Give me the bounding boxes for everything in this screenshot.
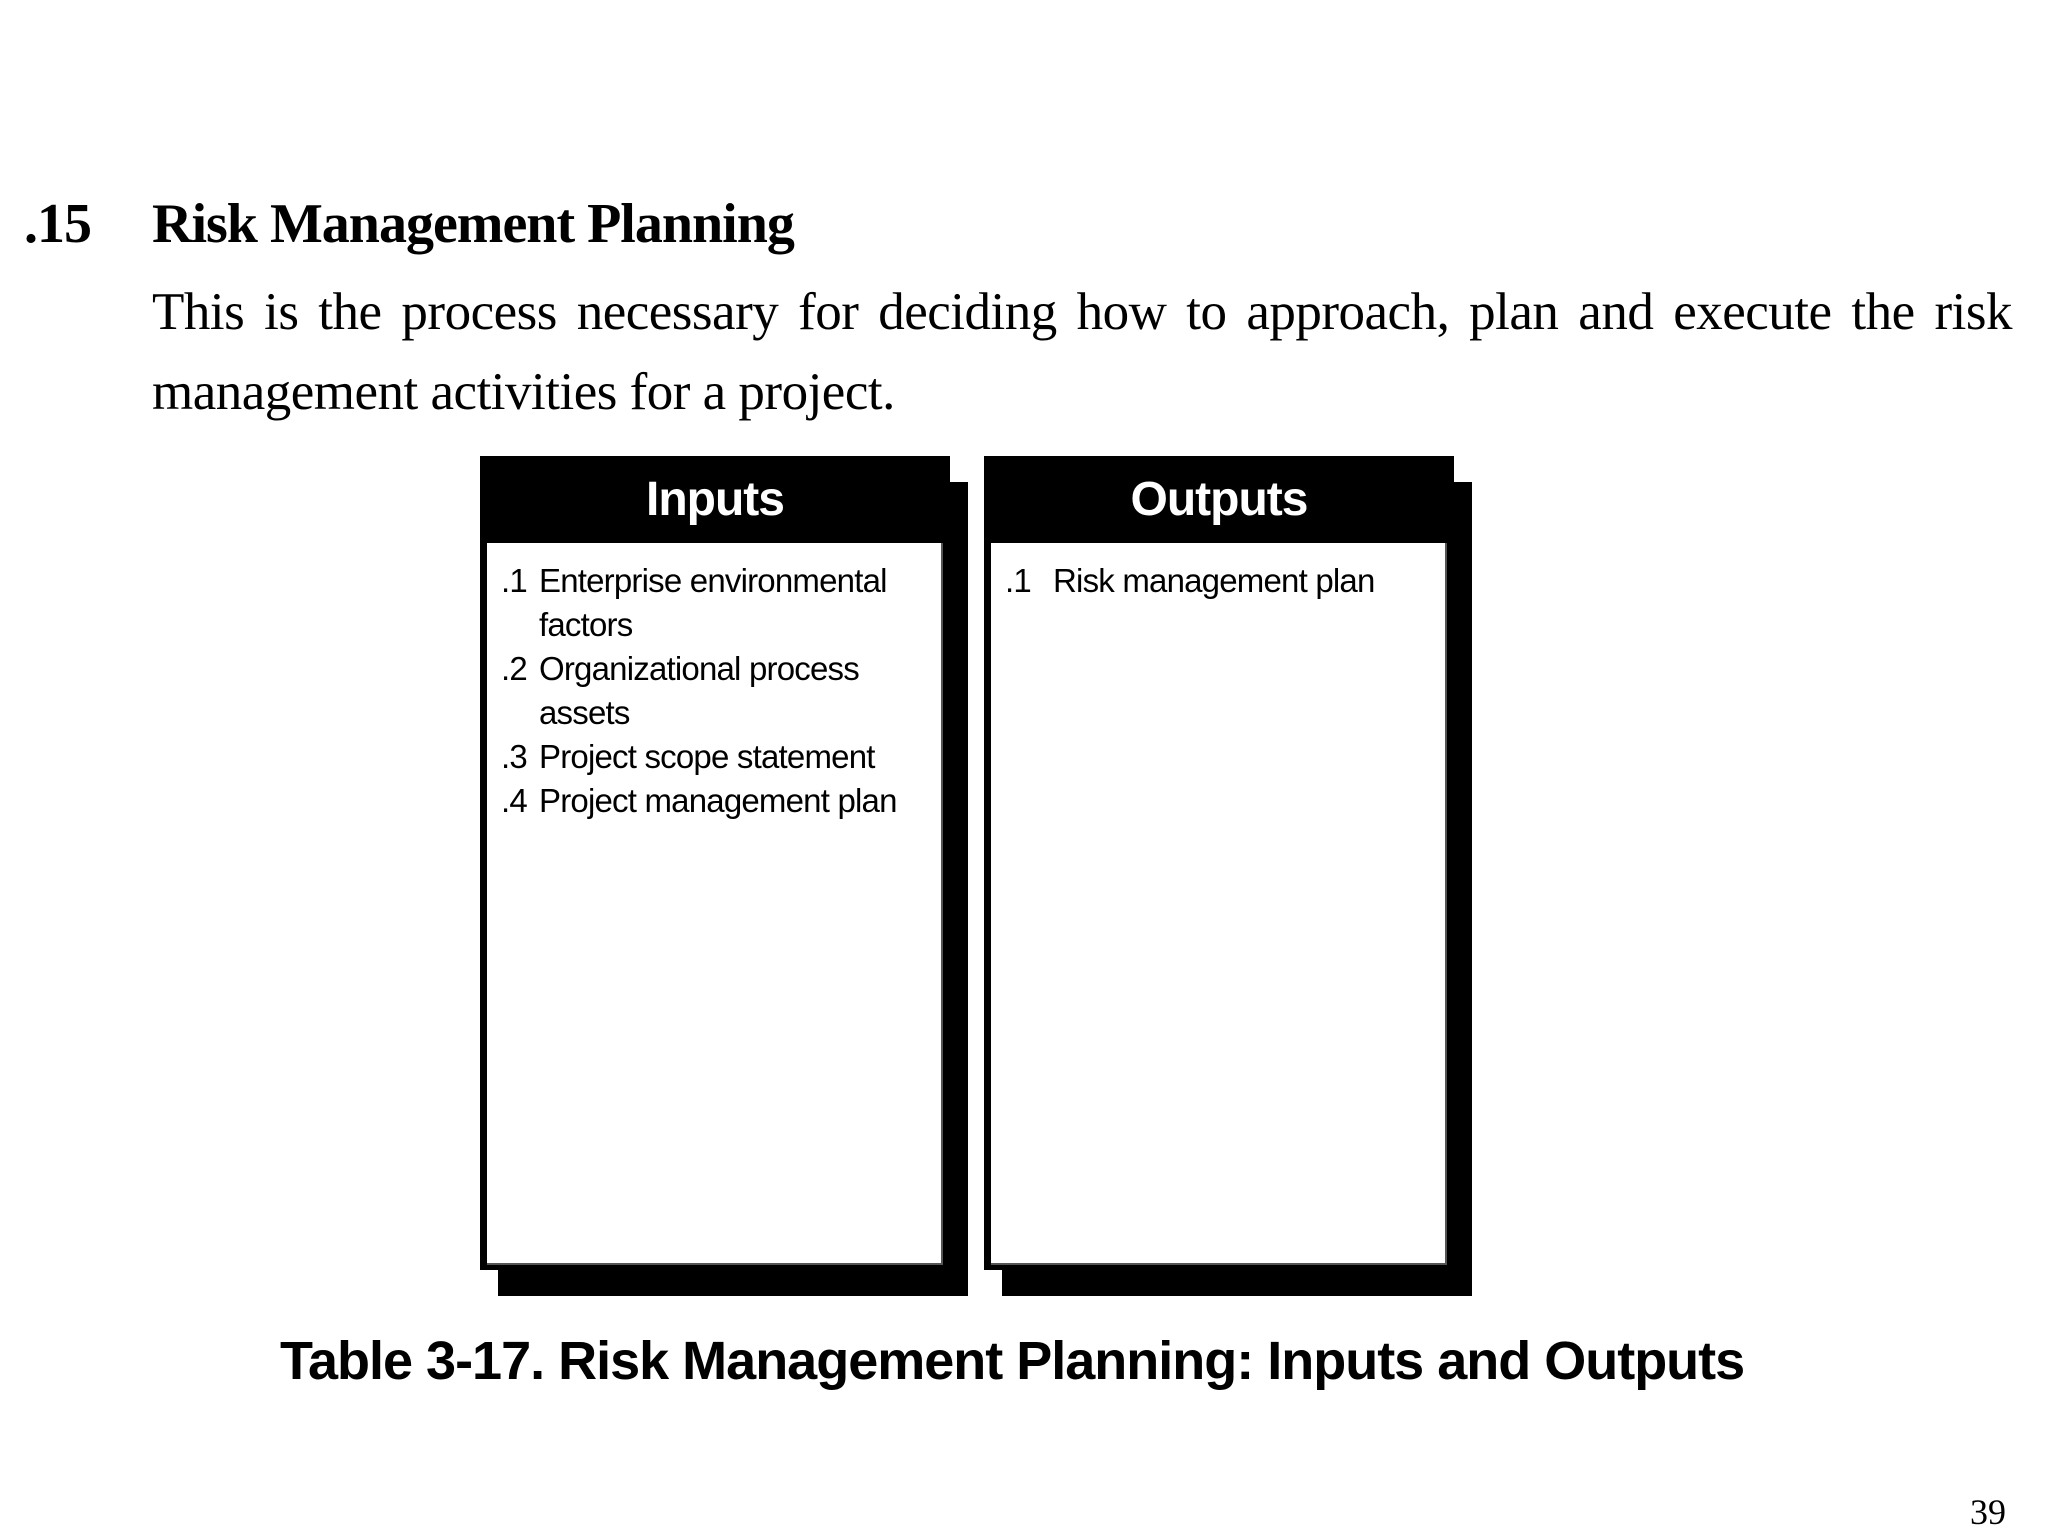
item-text: Project management plan — [539, 782, 897, 819]
outputs-box — [984, 456, 1454, 1270]
item-number: .1 — [501, 562, 527, 599]
list-item — [1005, 559, 1435, 603]
list-item — [501, 647, 931, 735]
outputs-list — [1005, 559, 1435, 603]
item-number: .1 — [1005, 562, 1031, 599]
section-description: This is the process necessary for deciding how to approach, plan and execute the risk management activities for a project. — [152, 283, 2012, 421]
outputs-box-frame — [984, 456, 1454, 1270]
item-text: Enterprise environmental factors — [539, 562, 887, 643]
table-caption: Table 3-17. Risk Management Planning: Inputs and Outputs — [280, 1331, 1745, 1391]
item-number: .4 — [501, 782, 527, 819]
item-text: Organizational process assets — [539, 650, 859, 731]
inputs-box-frame — [480, 456, 950, 1270]
inputs-list — [501, 559, 931, 823]
inputs-body — [487, 543, 943, 1265]
item-text: Project scope statement — [539, 738, 875, 775]
section-number: .15 — [24, 193, 91, 255]
item-number: .3 — [501, 738, 527, 775]
outputs-body — [991, 543, 1447, 1265]
page-number: 39 — [1970, 1492, 2006, 1532]
list-item — [501, 779, 931, 823]
list-item — [501, 559, 931, 647]
list-item — [501, 735, 931, 779]
inputs-header: Inputs — [483, 459, 947, 541]
outputs-header: Outputs — [987, 459, 1451, 541]
section-title: Risk Management Planning — [152, 193, 794, 255]
item-number: .2 — [501, 650, 527, 687]
item-text: Risk management plan — [1053, 562, 1375, 599]
inputs-box — [480, 456, 950, 1270]
